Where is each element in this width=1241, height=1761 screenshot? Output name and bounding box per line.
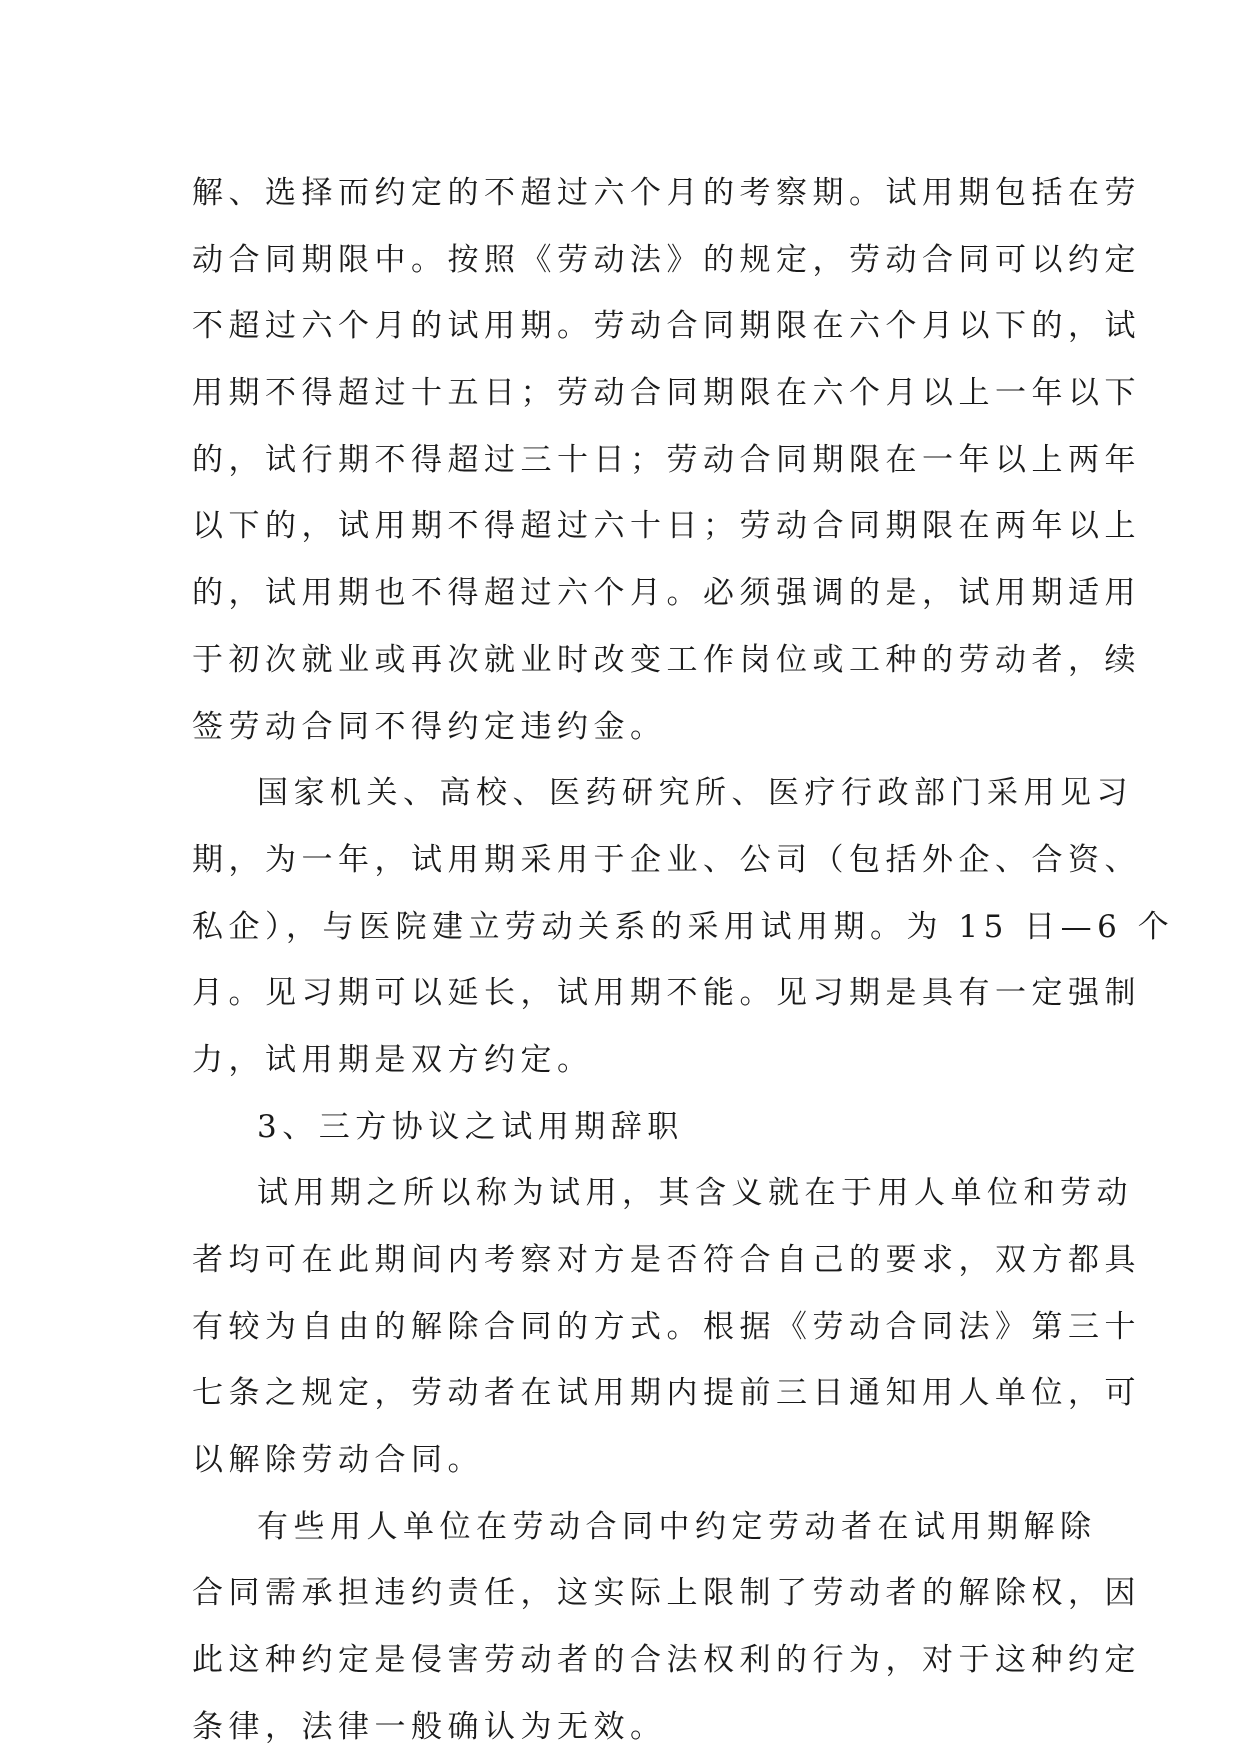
text-line: 不超过六个月的试用期。劳动合同期限在六个月以下的，试 — [192, 308, 1141, 345]
text-line: 以解除劳动合同。 — [192, 1442, 484, 1479]
text-line: 以下的，试用期不得超过六十日；劳动合同期限在两年以上 — [192, 508, 1141, 545]
text-line: 月。见习期可以延长，试用期不能。见习期是具有一定强制 — [192, 975, 1141, 1012]
text-line: 签劳动合同不得约定违约金。 — [192, 708, 667, 745]
text-line: 用期不得超过十五日；劳动合同期限在六个月以上一年以下 — [192, 375, 1141, 412]
text-line: 的，试用期也不得超过六个月。必须强调的是，试用期适用 — [192, 575, 1141, 612]
paragraph-start-line: 有些用人单位在劳动合同中约定劳动者在试用期解除 — [257, 1508, 1097, 1545]
text-line: 于初次就业或再次就业时改变工作岗位或工种的劳动者，续 — [192, 641, 1141, 678]
text-line: 七条之规定，劳动者在试用期内提前三日通知用人单位，可 — [192, 1375, 1141, 1412]
text-line: 有较为自由的解除合同的方式。根据《劳动合同法》第三十 — [192, 1308, 1141, 1345]
text-line: 此这种约定是侵害劳动者的合法权利的行为，对于这种约定 — [192, 1642, 1141, 1679]
text-line: 条律，法律一般确认为无效。 — [192, 1708, 667, 1745]
document-body — [192, 160, 1175, 1761]
paragraph-start-line: 试用期之所以称为试用，其含义就在于用人单位和劳动 — [257, 1175, 1133, 1212]
text-line: 动合同期限中。按照《劳动法》的规定，劳动合同可以约定 — [192, 241, 1141, 278]
text-line: 者均可在此期间内考察对方是否符合自己的要求，双方都具 — [192, 1242, 1141, 1278]
text-line: 解、选择而约定的不超过六个月的考察期。试用期包括在劳 — [192, 175, 1141, 211]
text-line: 私企），与医院建立劳动关系的采用试用期。为 15 日—6 个 — [192, 908, 1175, 945]
text-line: 力，试用期是双方约定。 — [192, 1041, 594, 1078]
paragraph-start-line: 国家机关、高校、医药研究所、医疗行政部门采用见习 — [257, 775, 1133, 812]
section-heading: 3、三方协议之试用期辞职 — [257, 1108, 684, 1145]
text-line: 期，为一年，试用期采用于企业、公司（包括外企、合资、 — [192, 841, 1141, 878]
text-line: 的，试行期不得超过三十日；劳动合同期限在一年以上两年 — [192, 441, 1141, 478]
text-line: 合同需承担违约责任，这实际上限制了劳动者的解除权，因 — [192, 1575, 1141, 1612]
